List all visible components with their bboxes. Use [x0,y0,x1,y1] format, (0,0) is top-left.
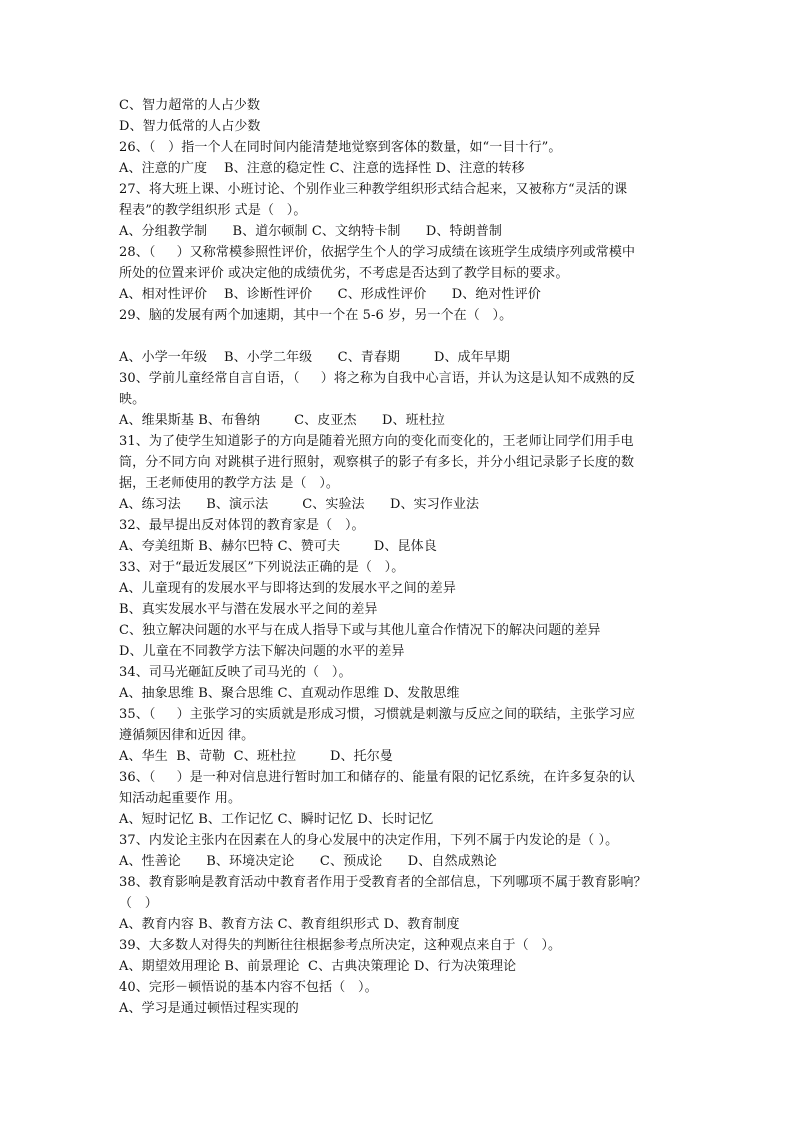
text-line: （ ） [119,896,158,911]
text-line: C、独立解决问题的水平与在成人指导下或与其他儿童合作情况下的解决问题的差异 [119,623,601,638]
text-line: D、智力低常的人占少数 [119,119,261,134]
text-line: 程表”的教学组织形 式是（ ）。 [119,203,307,218]
text-line: A、小学一年级 B、小学二年级 C、青春期 D、成年早期 [119,350,510,365]
text-line: 筒，分不同方向 对跳棋子进行照射，观察棋子的影子有多长，并分小组记录影子长度的数 [119,455,635,470]
text-line: A、维果斯基 B、布鲁纳 C、皮亚杰 D、班杜拉 [119,413,445,428]
document-body [119,95,689,1019]
text-line: B、真实发展水平与潜在发展水平之间的差异 [119,602,378,617]
text-line: A、期望效用理论 B、前景理论 C、古典决策理论 D、行为决策理论 [119,959,517,974]
text-line: 39、大多数人对得失的判断往往根据参考点所决定，这种观点来自于（ ）。 [119,938,562,953]
text-line: 28、（ ）又称常模参照性评价，依据学生个人的学习成绩在该班学生成绩序列或常模中 [119,245,636,260]
text-line: 据，王老师使用的教学方法 是（ ）。 [119,476,340,491]
text-line: 35、（ ）主张学习的实质就是形成习惯，习惯就是刺激与反应之间的联结，主张学习应 [119,707,636,722]
text-line: A、教育内容 B、教育方法 C、教育组织形式 D、教育制度 [119,917,460,932]
text-line: 29、脑的发展有两个加速期，其中一个在 5-6 岁，另一个在（ ）。 [119,308,513,323]
text-line: 26、（ ）指一个人在同时间内能清楚地觉察到客体的数量，如“一目十行”。 [119,140,562,155]
text-line: 37、内发论主张内在因素在人的身心发展中的决定作用，下列不属于内发论的是（ ）。 [119,833,619,848]
text-line: 34、司马光砸缸反映了司马光的（ ）。 [119,665,352,680]
text-line: A、分组教学制 B、道尔顿制 C、文纳特卡制 D、特朗普制 [119,224,502,239]
text-line: A、注意的广度 B、注意的稳定性 C、注意的选择性 D、注意的转移 [119,161,525,176]
blank-line [119,326,689,347]
text-line: C、智力超常的人占少数 [119,98,261,113]
text-line: 30、学前儿童经常自言自语，（ ）将之称为自我中心言语，并认为这是认知不成熟的反 [119,371,636,386]
text-line: A、练习法 B、演示法 C、实验法 D、实习作业法 [119,497,480,512]
text-line: 33、对于“最近发展区”下列说法正确的是（ ）。 [119,560,405,575]
text-line: A、相对性评价 B、诊断性评价 C、形成性评价 D、绝对性评价 [119,287,541,302]
text-line: 27、将大班上课、小班讨论、个别作业三种教学组织形式结合起来，又被称方“灵活的课 [119,182,628,197]
text-line: 31、为了使学生知道影子的方向是随着光照方向的变化而变化的，王老师让同学们用手电 [119,434,634,449]
text-line: A、华生 B、苛勒 C、班杜拉 D、托尔曼 [119,749,393,764]
text-line: 38、教育影响是教育活动中教育者作用于受教育者的全部信息，下列哪项不属于教育影响？ [119,875,647,890]
text-line: A、短时记忆 B、工作记忆 C、瞬时记忆 D、长时记忆 [119,812,434,827]
text-line: 遵循频因律和近因 律。 [119,728,255,743]
text-line: 40、完形－顿悟说的基本内容不包括（ ）。 [119,980,378,995]
text-line: 32、最早提出反对体罚的教育家是（ ）。 [119,518,365,533]
text-line: 所处的位置来评价 或决定他的成绩优劣，不考虑是否达到了教学目标的要求。 [119,266,569,281]
text-line: D、儿童在不同教学方法下解决问题的水平的差异 [119,644,405,659]
text-line: 知活动起重要作 用。 [119,791,242,806]
text-line: A、性善论 B、环境决定论 C、预成论 D、自然成熟论 [119,854,497,869]
text-line: A、学习是通过顿悟过程实现的 [119,1001,299,1016]
text-line: 36、（ ）是一种对信息进行暂时加工和储存的、能量有限的记忆系统，在许多复杂的认 [119,770,636,785]
text-line: A、夸美纽斯 B、赫尔巴特 C、赞可夫 D、昆体良 [119,539,437,554]
text-line: 映。 [119,392,146,407]
text-line: A、儿童现有的发展水平与即将达到的发展水平之间的差异 [119,581,456,596]
text-line: A、抽象思维 B、聚合思维 C、直观动作思维 D、发散思维 [119,686,460,701]
